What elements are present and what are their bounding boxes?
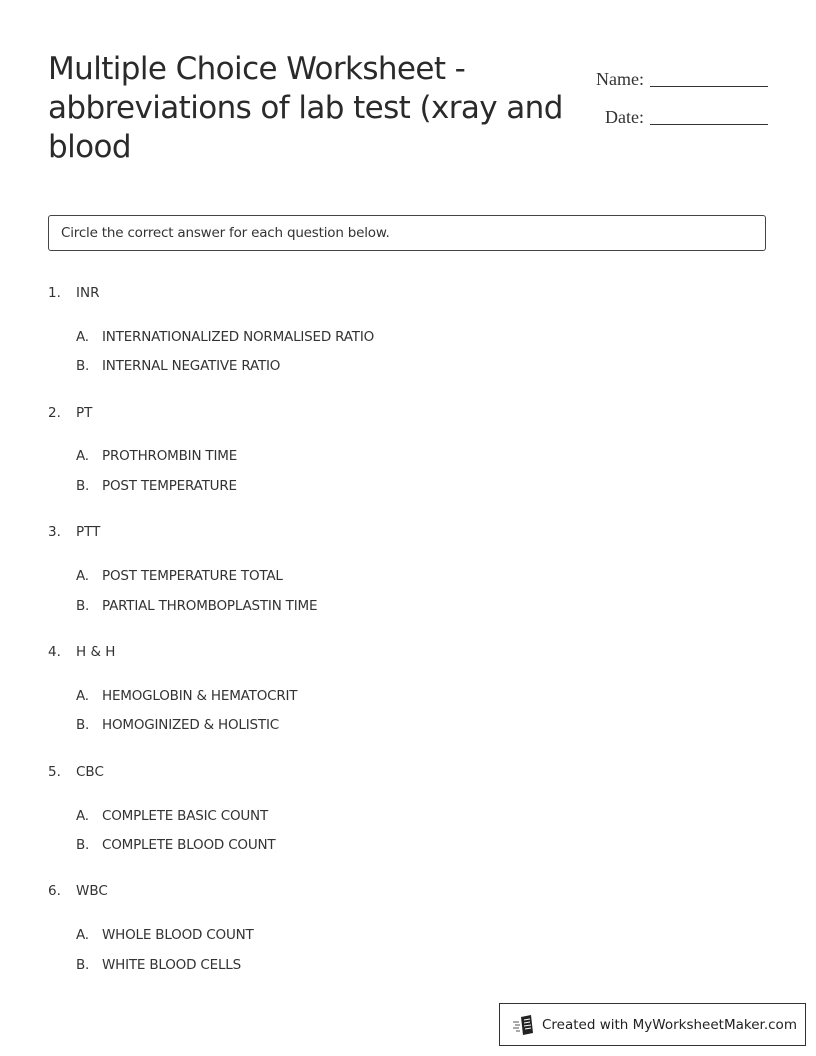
question-number: 4.	[48, 644, 61, 661]
question-prompt: PTT	[76, 524, 101, 541]
answer-text: COMPLETE BLOOD COUNT	[102, 837, 276, 853]
name-label: Name:	[596, 69, 644, 89]
answer-letter: A.	[76, 927, 89, 944]
question-item	[48, 402, 768, 522]
question-item	[48, 521, 768, 641]
question-number: 3.	[48, 524, 61, 541]
question-list	[48, 282, 768, 1000]
answer-letter: B.	[76, 717, 90, 734]
answer-letter: A.	[76, 807, 89, 824]
answer-option[interactable]	[76, 950, 768, 980]
answer-text: HOMOGINIZED & HOLISTIC	[102, 717, 279, 734]
worksheet-title: Multiple Choice Worksheet - abbreviations of lab test (xray and blood	[48, 51, 563, 165]
answer-text: PARTIAL THROMBOPLASTIN TIME	[102, 597, 318, 614]
badge-text: Created with MyWorksheetMaker.com	[542, 1016, 797, 1033]
answer-option[interactable]	[76, 681, 768, 711]
answer-option[interactable]	[76, 801, 768, 831]
answer-letter: B.	[76, 597, 90, 614]
answer-text: INTERNATIONALIZED NORMALISED RATIO	[102, 328, 375, 345]
worksheet-logo-icon	[512, 1014, 536, 1036]
answer-option[interactable]	[76, 561, 768, 591]
answer-text: POST TEMPERATURE TOTAL	[102, 568, 283, 585]
question-prompt: H & H	[76, 644, 116, 661]
question-item	[48, 880, 768, 1000]
question-prompt: CBC	[76, 763, 104, 780]
answer-text: COMPLETE BASIC COUNT	[102, 807, 269, 824]
question-number: 5.	[48, 763, 61, 780]
name-blank-line	[650, 64, 768, 87]
name-date-fields	[580, 52, 780, 128]
question-prompt: PT	[76, 404, 93, 421]
answer-letter: B.	[76, 477, 90, 494]
question-prompt: INR	[76, 285, 100, 301]
answer-text: WHOLE BLOOD COUNT	[102, 927, 254, 944]
answer-text: HEMOGLOBIN & HEMATOCRIT	[102, 687, 298, 704]
date-blank-line	[650, 102, 768, 125]
name-row	[580, 52, 780, 90]
answer-text: WHITE BLOOD CELLS	[102, 956, 241, 973]
question-number: 1.	[48, 285, 61, 301]
answer-text: PROTHROMBIN TIME	[102, 448, 238, 465]
answer-letter: A.	[76, 328, 89, 345]
answer-text: POST TEMPERATURE	[102, 477, 237, 494]
answer-option[interactable]	[76, 471, 768, 501]
answer-option[interactable]	[76, 442, 768, 472]
instructions-box: Circle the correct answer for each question below.	[48, 215, 766, 251]
answer-option[interactable]	[76, 830, 768, 860]
answer-letter: A.	[76, 687, 89, 704]
answer-letter: A.	[76, 568, 89, 585]
answer-text: INTERNAL NEGATIVE RATIO	[102, 358, 281, 375]
answer-letter: A.	[76, 448, 89, 465]
question-item	[48, 641, 768, 761]
date-row	[580, 90, 780, 128]
question-item	[48, 282, 768, 402]
question-item	[48, 761, 768, 881]
question-prompt: WBC	[76, 883, 108, 900]
question-number: 6.	[48, 883, 61, 900]
answer-option[interactable]	[76, 920, 768, 950]
answer-letter: B.	[76, 956, 90, 973]
answer-option[interactable]	[76, 711, 768, 741]
answer-letter: B.	[76, 837, 90, 853]
answer-letter: B.	[76, 358, 90, 375]
answer-option[interactable]	[76, 591, 768, 621]
date-label: Date:	[605, 107, 644, 127]
question-number: 2.	[48, 404, 61, 421]
created-with-badge[interactable]	[499, 1003, 806, 1046]
answer-option[interactable]	[76, 322, 768, 352]
answer-option[interactable]	[76, 352, 768, 382]
